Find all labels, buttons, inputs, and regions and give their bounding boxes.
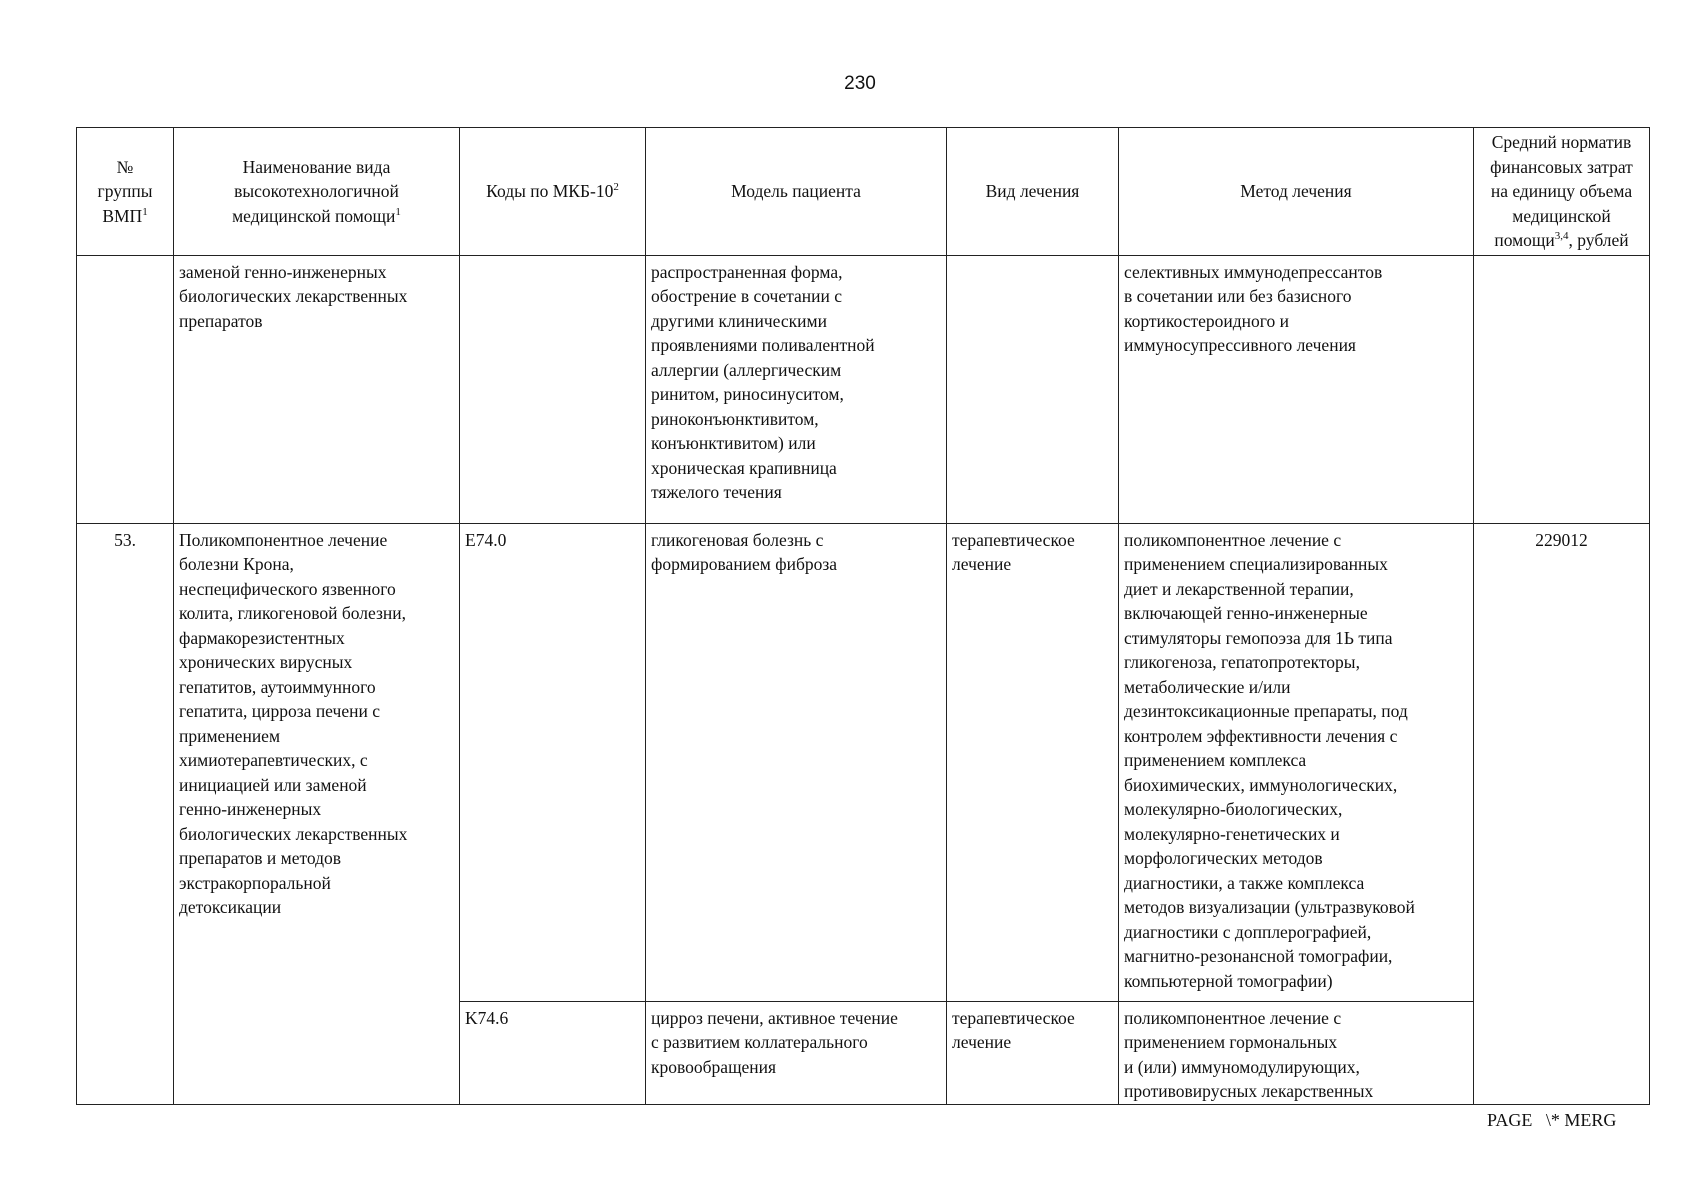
cell-treatment-method: поликомпонентное лечение с применением специализированных диет и лекарственной терапии, включающей генно-инженерные стимуляторы гемопоэза для 1Ь типа гликогеноза, гепатопротекторы, метаболические и/или дезинтоксикационные препараты, под контролем эффективности лечения с применением комплекса биохимических, иммунологических, молекулярно-биологических, молекулярно-генетических и морфологических методов диагностики, а также комплекса методов визуализации (ультразвуковой диагностики с допплерографией, магнитно-резонансной томографии, компьютерной томографии) <box>1119 523 1474 1001</box>
cell-cost <box>1474 255 1650 523</box>
cell-icd-code: K74.6 <box>460 1001 646 1104</box>
cell-patient-model: распространенная форма, обострение в сочетании с другими клиническими проявлениями поливалентной аллергии (аллергическим ринитом, риносинуситом, риноконъюнктивитом, конъюнктивитом) или хроническая крапивница тяжелого течения <box>646 255 947 523</box>
table-row <box>77 523 1650 1001</box>
table-row <box>77 255 1650 523</box>
vmp-table <box>76 127 1650 1105</box>
header-treatment-method: Метод лечения <box>1119 128 1474 256</box>
header-icd-codes: Коды по МКБ-$10^2$ <box>460 128 646 256</box>
page-number: 230 <box>844 73 876 94</box>
header-care-type: Наименование вида высокотехнологичной медицинской помощи$^1$ <box>174 128 460 256</box>
cell-care-type: Поликомпонентное лечение болезни Крона, неспецифического язвенного колита, гликогеновой болезни, фармакорезистентных хронических вирусных гепатитов, аутоиммунного гепатита, цирроза печени с применением химиотерапевтических, с инициацией или заменой генно-инженерных биологических лекарственных препаратов и методов экстракорпоральной детоксикации <box>174 523 460 1104</box>
header-group-number: № группы ВМП$^1$ <box>77 128 174 256</box>
cell-group: 53. <box>77 523 174 1104</box>
cell-treatment-method: поликомпонентное лечение с применением гормональных и (или) иммуномодулирующих, противовирусных лекарственных <box>1119 1001 1474 1104</box>
cell-care-type: заменой генно-инженерных биологических лекарственных препаратов <box>174 255 460 523</box>
header-cost-norm: Средний норматив финансовых затрат на единицу объема медицинской помощи$^{3,4}$, рублей <box>1474 128 1650 256</box>
header-patient-model: Модель пациента <box>646 128 947 256</box>
cell-patient-model: цирроз печени, активное течение с развитием коллатерального кровообращения <box>646 1001 947 1104</box>
cell-treatment-method: селективных иммунодепрессантов в сочетании или без базисного кортикостероидного и иммуносупрессивного лечения <box>1119 255 1474 523</box>
table-header-row <box>77 128 1650 256</box>
cell-icd-code: E74.0 <box>460 523 646 1001</box>
cell-cost: 229012 <box>1474 523 1650 1104</box>
cell-icd-code <box>460 255 646 523</box>
cell-treatment-type: терапевтическое лечение <box>947 523 1119 1001</box>
cell-treatment-type: терапевтическое лечение <box>947 1001 1119 1104</box>
cell-patient-model: гликогеновая болезнь с формированием фиброза <box>646 523 947 1001</box>
header-treatment-type: Вид лечения <box>947 128 1119 256</box>
cell-group <box>77 255 174 523</box>
cell-treatment-type <box>947 255 1119 523</box>
page-footer-field-code: PAGE \* MERG <box>1487 1110 1617 1130</box>
